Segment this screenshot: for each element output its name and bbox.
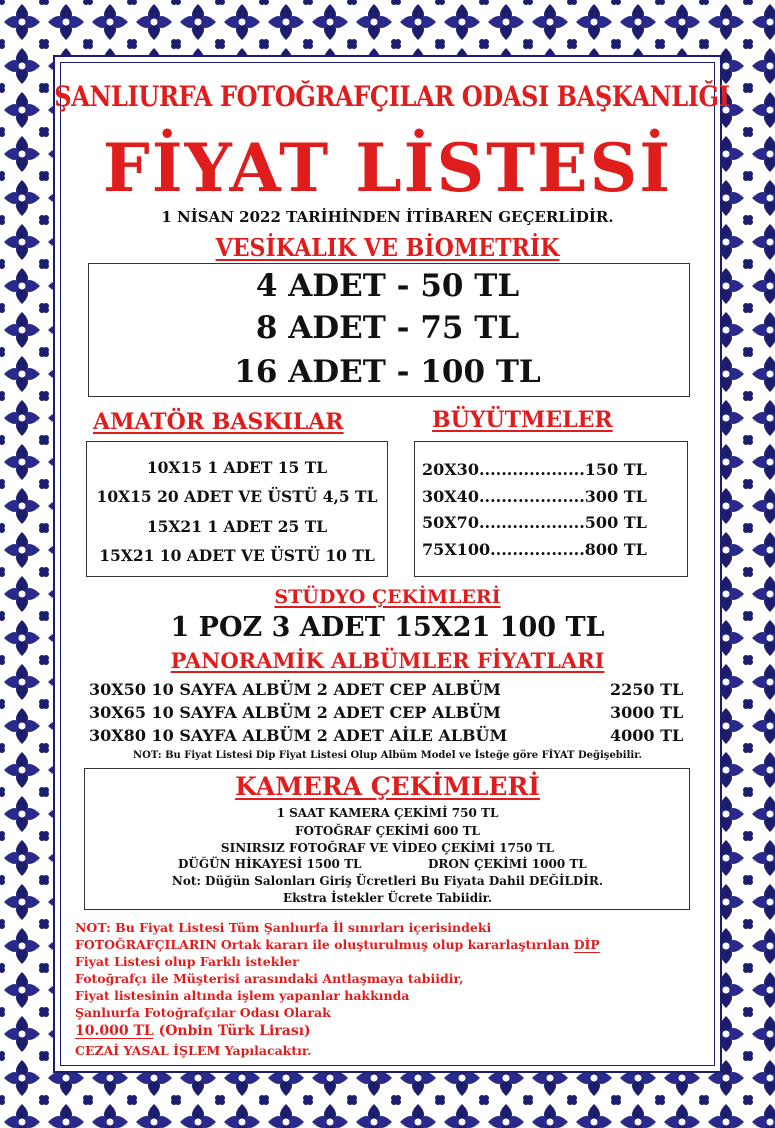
dots: ................... xyxy=(478,460,585,479)
page-title: FİYAT LİSTESİ xyxy=(102,129,673,207)
kamera-line: 1 SAAT KAMERA ÇEKİMİ 750 TL xyxy=(276,806,499,820)
panoramik-price: 2250 TL xyxy=(610,680,684,699)
size: 50X70 xyxy=(422,513,479,532)
kamera-line: SINIRSIZ FOTOĞRAF VE VİDEO ÇEKİMİ 1750 TL xyxy=(220,841,555,855)
vesikalik-item: 16 ADET - 100 TL xyxy=(234,354,541,390)
buyutme-row xyxy=(422,460,647,479)
price: 150 TL xyxy=(584,460,647,479)
panoramik-desc: 30X50 10 SAYFA ALBÜM 2 ADET CEP ALBÜM xyxy=(89,680,501,699)
panoramik-desc: 30X80 10 SAYFA ALBÜM 2 ADET AİLE ALBÜM xyxy=(89,726,508,745)
size: 75X100 xyxy=(422,540,491,559)
kamera-line: DRON ÇEKİMİ 1000 TL xyxy=(428,857,587,871)
studyo-line: 1 POZ 3 ADET 15X21 100 TL xyxy=(170,612,605,643)
footer-note-line: Fotoğrafçı ile Müşterisi arasındaki Antlaşmaya tabiidir, xyxy=(75,971,464,986)
price: 500 TL xyxy=(584,513,647,532)
kamera-heading: KAMERA ÇEKİMLERİ xyxy=(235,772,540,801)
buyutme-row xyxy=(422,513,647,532)
footer-note-dip: DİP xyxy=(573,937,600,952)
dots: ................... xyxy=(478,487,585,506)
vesikalik-heading: VESİKALIK VE BİOMETRİK xyxy=(215,233,560,262)
size: 30X40 xyxy=(422,487,479,506)
footer-note-text: FOTOĞRAFÇILARIN Ortak kararı ile oluşturulmuş olup kararlaştırılan xyxy=(75,937,574,952)
amator-item: 10X15 1 ADET 15 TL xyxy=(146,458,328,477)
buyutme-row xyxy=(422,540,647,559)
panoramik-desc: 30X65 10 SAYFA ALBÜM 2 ADET CEP ALBÜM xyxy=(89,703,501,722)
amator-heading: AMATÖR BASKILAR xyxy=(93,409,344,435)
footer-note-line: NOT: Bu Fiyat Listesi Tüm Şanlıurfa İl sınırları içerisindeki xyxy=(75,920,492,935)
footer-note-line: Şanlıurfa Fotoğrafçılar Odası Olarak xyxy=(75,1005,331,1020)
kamera-note: Not: Düğün Salonları Giriş Ücretleri Bu Fiyata Dahil DEĞİLDİR. xyxy=(171,874,604,888)
footer-note-line xyxy=(75,1023,311,1039)
price: 300 TL xyxy=(584,487,647,506)
footer-note-line xyxy=(75,937,600,952)
footer-note-line: Fiyat listesinin altında işlem yapanlar hakkında xyxy=(75,988,410,1003)
studyo-heading: STÜDYO ÇEKİMLERİ xyxy=(274,586,501,608)
amator-item: 10X15 20 ADET VE ÜSTÜ 4,5 TL xyxy=(96,487,378,506)
buyutmeler-heading: BÜYÜTMELER xyxy=(432,407,613,433)
dots: ................. xyxy=(490,540,585,559)
panoramik-heading: PANORAMİK ALBÜMLER FİYATLARI xyxy=(170,648,605,673)
vesikalik-item: 8 ADET - 75 TL xyxy=(255,310,520,346)
validity-date: 1 NİSAN 2022 TARİHİNDEN İTİBAREN GEÇERLİDİR. xyxy=(161,208,614,226)
panoramik-note: NOT: Bu Fiyat Listesi Dip Fiyat Listesi Olup Albüm Model ve İsteğe göre FİYAT Değişebilir. xyxy=(132,750,643,761)
penalty-amount: 10.000 TL xyxy=(75,1023,154,1039)
amator-item: 15X21 10 ADET VE ÜSTÜ 10 TL xyxy=(99,546,375,565)
amator-item: 15X21 1 ADET 25 TL xyxy=(146,517,328,536)
panoramik-price: 3000 TL xyxy=(610,703,684,722)
chamber-name: ŞANLIURFA FOTOĞRAFÇILAR ODASI BAŞKANLIĞI xyxy=(54,80,730,113)
penalty-words: (Onbin Türk Lirası) xyxy=(153,1023,311,1039)
kamera-note: Ekstra İstekler Ücrete Tabiidir. xyxy=(282,891,493,905)
vesikalik-item: 4 ADET - 50 TL xyxy=(255,268,520,304)
kamera-line: FOTOĞRAF ÇEKİMİ 600 TL xyxy=(295,824,480,838)
buyutme-row xyxy=(422,487,647,506)
panoramik-price: 4000 TL xyxy=(610,726,684,745)
dots: ................... xyxy=(478,513,585,532)
price: 800 TL xyxy=(584,540,647,559)
kamera-line: DÜĞÜN HİKAYESİ 1500 TL xyxy=(178,857,362,871)
footer-note-line: CEZAİ YASAL İŞLEM Yapılacaktır. xyxy=(75,1043,312,1058)
size: 20X30 xyxy=(422,460,479,479)
footer-note-line: Fiyat Listesi olup Farklı istekler xyxy=(75,954,299,969)
